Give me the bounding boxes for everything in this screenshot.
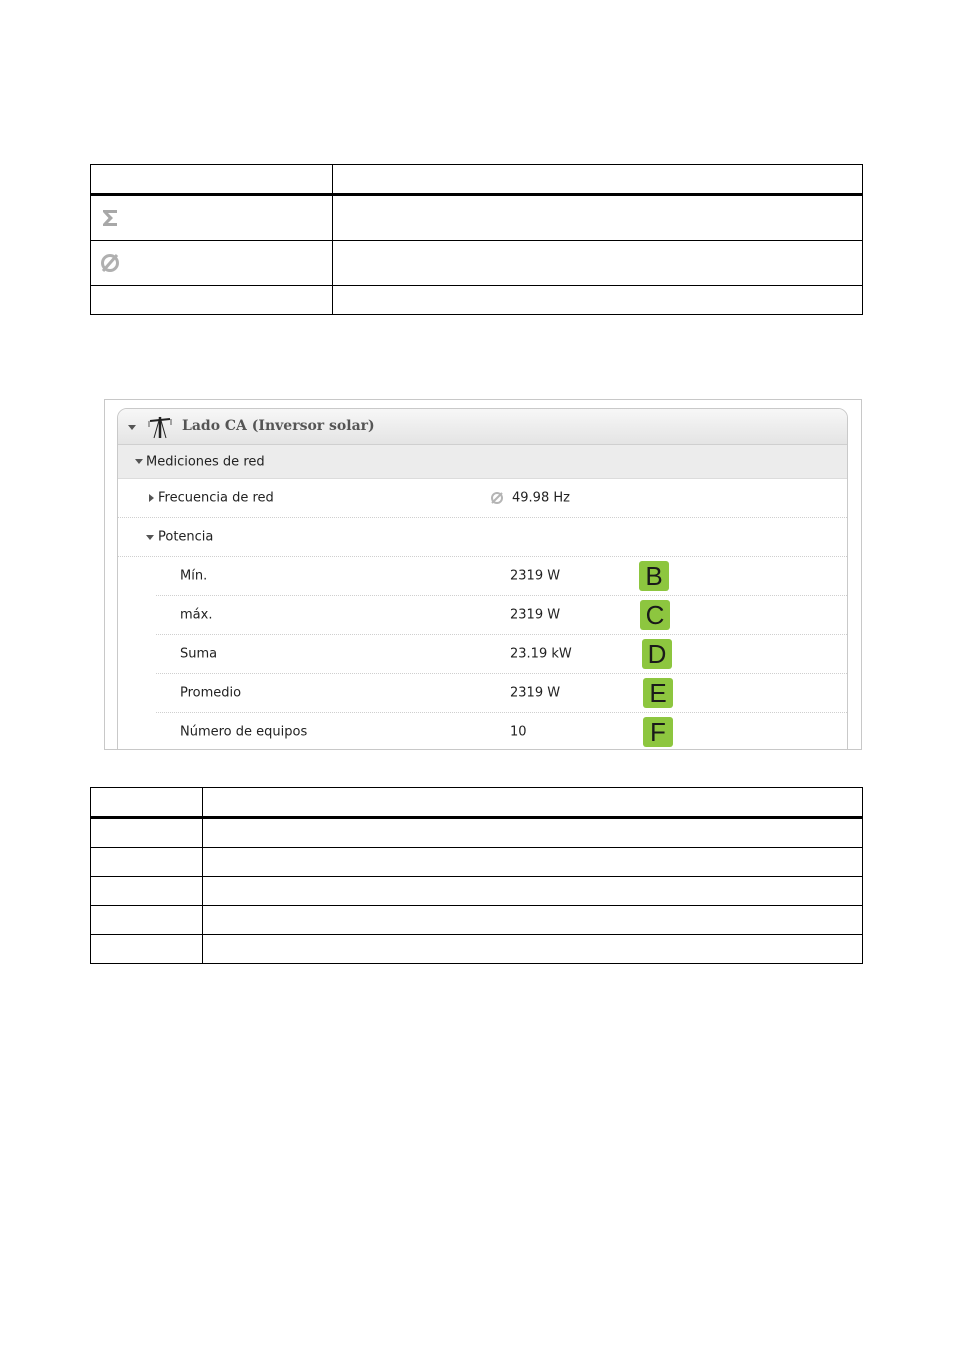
row-potencia[interactable] <box>118 518 847 557</box>
icon-legend-table <box>90 164 863 315</box>
callout-badge: B <box>639 561 669 591</box>
table-cell <box>91 241 333 286</box>
table-header-cell <box>91 165 333 195</box>
table-cell <box>333 195 863 241</box>
callout-badge: D <box>642 639 672 669</box>
table-cell <box>91 286 333 315</box>
table-row <box>91 877 863 906</box>
inverter-card <box>117 408 848 750</box>
table-header-cell <box>333 165 863 195</box>
table-cell <box>203 877 863 906</box>
table-cell <box>333 286 863 315</box>
table-row <box>91 848 863 877</box>
table-header-row <box>91 788 863 818</box>
average-icon <box>490 491 504 505</box>
table-header-cell <box>203 788 863 818</box>
row-value: 23.19 kW <box>510 646 572 662</box>
table-row <box>91 241 863 286</box>
expand-arrow-icon[interactable] <box>146 535 154 540</box>
table-cell <box>91 935 203 964</box>
table-cell <box>91 195 333 241</box>
table-cell <box>91 906 203 935</box>
row-suma <box>156 635 847 674</box>
row-label: Mín. <box>180 568 208 584</box>
table-header-row <box>91 165 863 195</box>
section-label: Mediciones de red <box>146 454 265 469</box>
row-value: 2319 W <box>510 568 561 584</box>
row-frecuencia[interactable] <box>118 479 847 518</box>
row-label: máx. <box>180 607 213 623</box>
table-row <box>91 195 863 241</box>
row-label: Promedio <box>180 685 242 701</box>
callout-legend-table <box>90 787 863 964</box>
callout-badge: E <box>643 678 673 708</box>
expand-arrow-icon[interactable] <box>135 459 143 464</box>
table-row <box>91 286 863 315</box>
table-row <box>91 935 863 964</box>
table-cell <box>91 818 203 848</box>
table-row <box>91 818 863 848</box>
card-header[interactable] <box>118 409 847 445</box>
row-value: 2319 W <box>510 607 561 623</box>
table-cell <box>203 935 863 964</box>
row-value: 2319 W <box>510 685 561 701</box>
row-min <box>156 557 847 596</box>
average-icon <box>99 252 121 274</box>
row-promedio <box>156 674 847 713</box>
row-max <box>156 596 847 635</box>
callout-badge: C <box>640 600 670 630</box>
row-label: Número de equipos <box>180 724 308 740</box>
table-cell <box>203 818 863 848</box>
screenshot-panel <box>104 399 862 750</box>
power-tower-icon <box>146 414 174 440</box>
row-label: Suma <box>180 646 218 662</box>
table-cell <box>203 906 863 935</box>
table-header-cell <box>91 788 203 818</box>
table-cell <box>203 848 863 877</box>
row-value: 49.98 Hz <box>512 490 570 506</box>
table-cell <box>91 877 203 906</box>
sigma-icon <box>99 207 121 229</box>
row-label: Potencia <box>158 529 214 545</box>
expand-arrow-icon[interactable] <box>149 494 154 502</box>
collapse-arrow-icon[interactable] <box>128 425 136 430</box>
row-value: 10 <box>510 724 527 740</box>
table-cell <box>333 241 863 286</box>
section-mediciones[interactable] <box>118 445 847 479</box>
callout-badge: F <box>643 717 673 747</box>
card-title: Lado CA (Inversor solar) <box>182 418 375 434</box>
row-label: Frecuencia de red <box>158 490 274 506</box>
row-numero-equipos <box>156 713 847 750</box>
table-cell <box>91 848 203 877</box>
table-row <box>91 906 863 935</box>
